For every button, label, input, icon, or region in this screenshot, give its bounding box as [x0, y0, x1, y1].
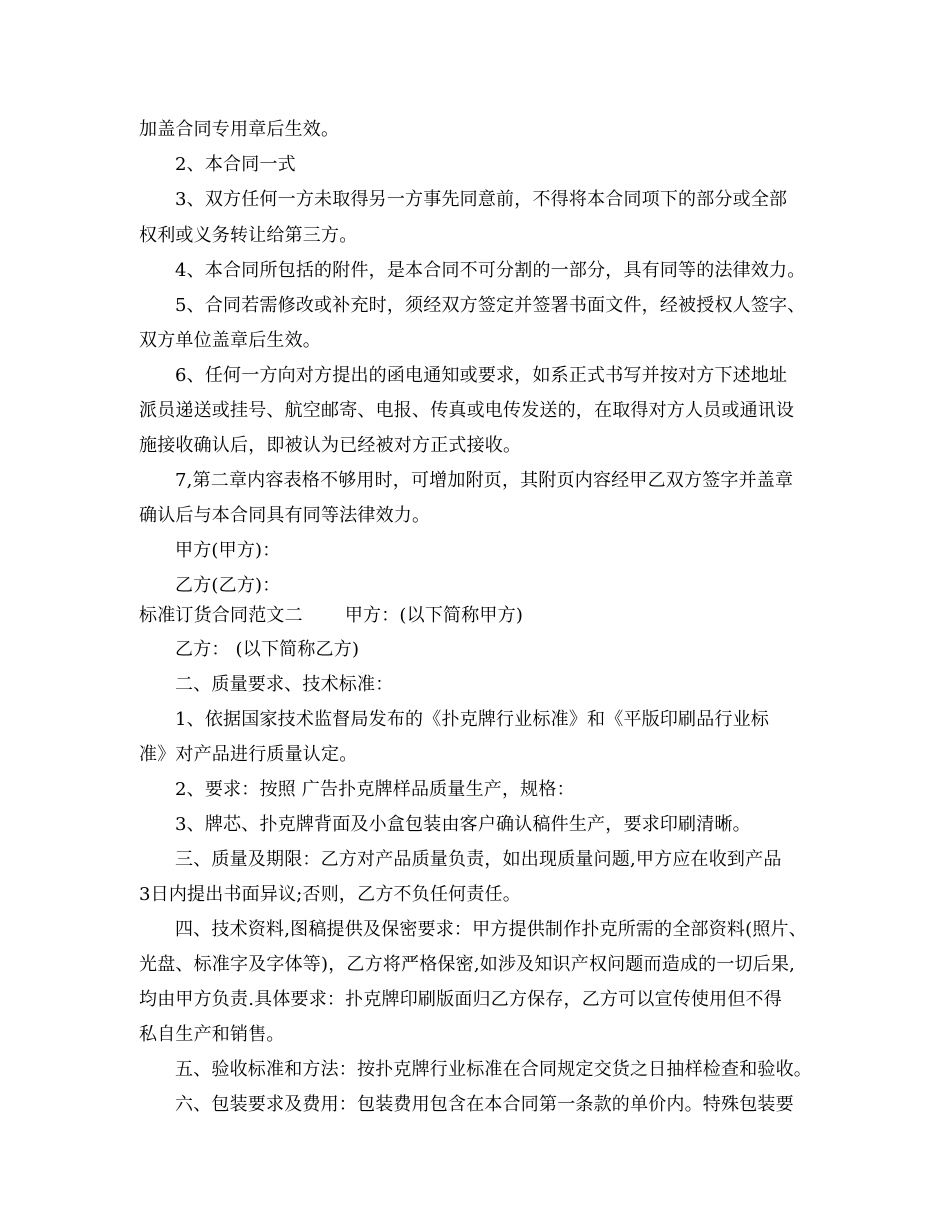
text-line: 2、本合同一式 — [175, 154, 296, 175]
text-line: 施接收确认后，即被认为已经被对方正式接收。 — [139, 435, 522, 456]
text-line: 双方单位盖章后生效。 — [139, 330, 321, 351]
text-line: 六、包装要求及费用：包装费用包含在本合同第一条款的单价内。特殊包装要 — [175, 1094, 794, 1115]
text-line: 6、任何一方向对方提出的函电通知或要求，如系正式书写并按对方下述地址 — [175, 365, 788, 386]
text-line: 准》对产品进行质量认定。 — [139, 744, 358, 765]
text-line: 权利或义务转让给第三方。 — [139, 225, 358, 246]
text-line: 加盖合同专用章后生效。 — [139, 119, 340, 140]
text-line: 四、技术资料,图稿提供及保密要求：甲方提供制作扑克所需的全部资料(照片、 — [175, 919, 807, 940]
text-line: 5、合同若需修改或补充时，须经双方签定并签署书面文件，经被授权人签字、 — [175, 295, 806, 316]
text-line: 3日内提出书面异议;否则，乙方不负任何责任。 — [139, 884, 521, 905]
text-line: 五、验收标准和方法：按扑克牌行业标准在合同规定交货之日抽样检查和验收。 — [175, 1059, 812, 1080]
text-line: 乙方： (以下简称乙方) — [175, 639, 360, 660]
text-line: 三、质量及期限：乙方对产品质量负责，如出现质量问题,甲方应在收到产品 — [175, 849, 782, 870]
text-line: 3、牌芯、扑克牌背面及小盒包装由客户确认稿件生产，要求印刷清晰。 — [175, 814, 751, 835]
text-line: 派员递送或挂号、航空邮寄、电报、传真或电传发送的，在取得对方人员或通讯设 — [139, 400, 795, 421]
text-line: 甲方(甲方)： — [175, 540, 281, 561]
text-line: 4、本合同所包括的附件，是本合同不可分割的一部分，具有同等的法律效力。 — [175, 260, 806, 281]
text-line: 2、要求：按照 广告扑克牌样品质量生产，规格： — [175, 779, 575, 800]
text-line: 确认后与本合同具有同等法律效力。 — [139, 505, 431, 526]
section-title: 标准订货合同范文二 — [139, 605, 303, 626]
text-line — [139, 604, 523, 628]
text-line: 7,第二章内容表格不够用时，可增加附页，其附页内容经甲乙双方签字并盖章 — [175, 470, 794, 491]
text-line: 光盘、标准字及字体等)，乙方将严格保密,如涉及知识产权问题而造成的一切后果, — [139, 954, 796, 975]
text-line: 均由甲方负责.具体要求：扑克牌印刷版面归乙方保存，乙方可以宣传使用但不得 — [139, 989, 782, 1010]
text-line: 3、双方任何一方未取得另一方事先同意前，不得将本合同项下的部分或全部 — [175, 189, 788, 210]
party-a-label: 甲方：(以下简称甲方) — [344, 605, 524, 626]
text-line: 二、质量要求、技术标准： — [175, 674, 394, 695]
text-line: 乙方(乙方)： — [175, 575, 281, 596]
text-line: 私自生产和销售。 — [139, 1024, 285, 1045]
text-line: 1、依据国家技术监督局发布的《扑克牌行业标准》和《平版印刷品行业标 — [175, 709, 770, 730]
